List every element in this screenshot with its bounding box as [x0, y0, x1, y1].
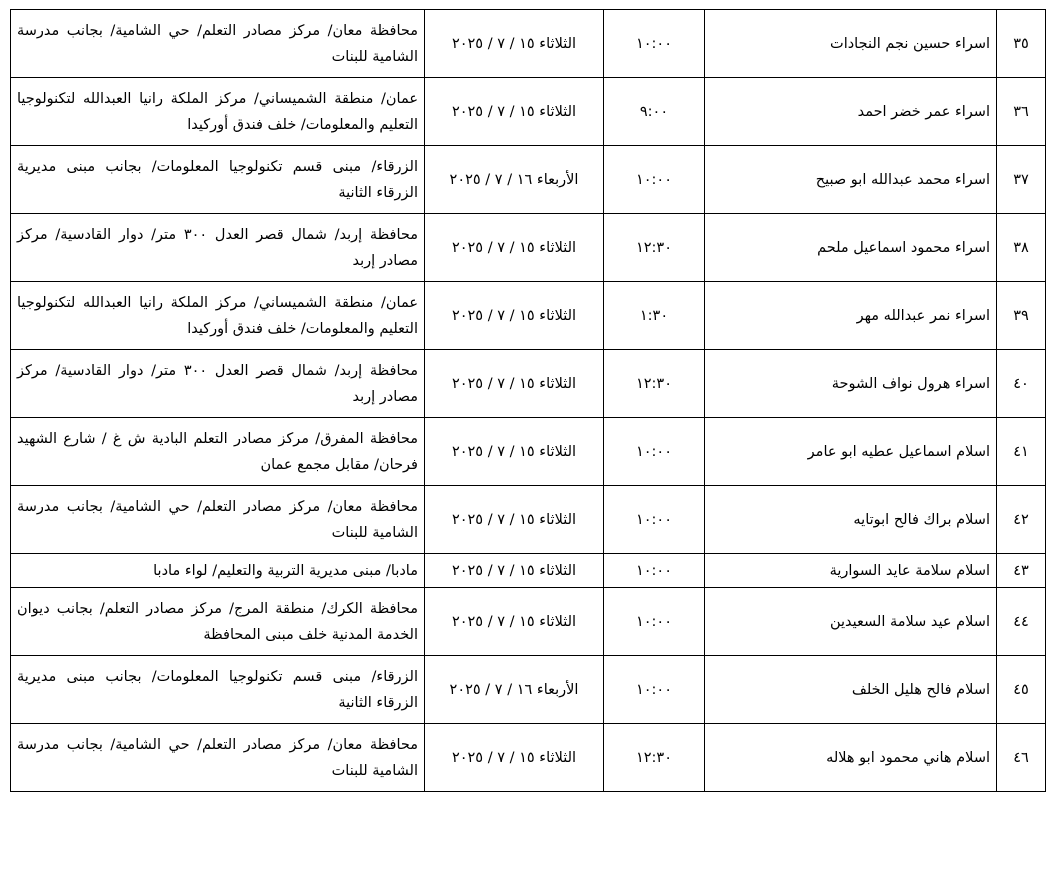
session-date: الثلاثاء ١٥ / ٧ / ٢٠٢٥ [425, 214, 604, 282]
table-row [11, 10, 1046, 78]
candidate-name: اسلام اسماعيل عطيه ابو عامر [705, 418, 997, 486]
session-date: الثلاثاء ١٥ / ٧ / ٢٠٢٥ [425, 282, 604, 350]
candidate-name: اسلام هاني محمود ابو هلاله [705, 724, 997, 792]
session-time: ١٠:٠٠ [604, 10, 705, 78]
session-location: الزرقاء/ مبنى قسم تكنولوجيا المعلومات/ بجانب مبنى مديرية الزرقاء الثانية [11, 146, 425, 214]
table-row [11, 418, 1046, 486]
session-time: ١٠:٠٠ [604, 486, 705, 554]
session-time: ١٠:٠٠ [604, 554, 705, 588]
session-date: الأربعاء ١٦ / ٧ / ٢٠٢٥ [425, 656, 604, 724]
row-number: ٤٢ [997, 486, 1046, 554]
session-date: الثلاثاء ١٥ / ٧ / ٢٠٢٥ [425, 588, 604, 656]
candidate-name: اسلام براك فالح ابوتايه [705, 486, 997, 554]
table-row [11, 724, 1046, 792]
row-number: ٣٧ [997, 146, 1046, 214]
candidate-name: اسلام عيد سلامة السعيدين [705, 588, 997, 656]
candidate-name: اسراء عمر خضر احمد [705, 78, 997, 146]
session-location: الزرقاء/ مبنى قسم تكنولوجيا المعلومات/ بجانب مبنى مديرية الزرقاء الثانية [11, 656, 425, 724]
session-date: الثلاثاء ١٥ / ٧ / ٢٠٢٥ [425, 724, 604, 792]
table-row [11, 554, 1046, 588]
row-number: ٣٩ [997, 282, 1046, 350]
session-time: ١٢:٣٠ [604, 350, 705, 418]
session-location: عمان/ منطقة الشميساني/ مركز الملكة رانيا العبدالله لتكنولوجيا التعليم والمعلومات/ خلف فندق أوركيدا [11, 78, 425, 146]
row-number: ٤١ [997, 418, 1046, 486]
session-date: الثلاثاء ١٥ / ٧ / ٢٠٢٥ [425, 350, 604, 418]
session-time: ١٠:٠٠ [604, 146, 705, 214]
row-number: ٤٠ [997, 350, 1046, 418]
session-time: ١٠:٠٠ [604, 656, 705, 724]
session-location: محافظة إربد/ شمال قصر العدل ٣٠٠ متر/ دوار القادسية/ مركز مصادر إربد [11, 214, 425, 282]
session-date: الثلاثاء ١٥ / ٧ / ٢٠٢٥ [425, 10, 604, 78]
session-location: محافظة معان/ مركز مصادر التعلم/ حي الشامية/ بجانب مدرسة الشامية للبنات [11, 10, 425, 78]
row-number: ٤٣ [997, 554, 1046, 588]
table-row [11, 588, 1046, 656]
session-location: عمان/ منطقة الشميساني/ مركز الملكة رانيا العبدالله لتكنولوجيا التعليم والمعلومات/ خلف فندق أوركيدا [11, 282, 425, 350]
session-date: الأربعاء ١٦ / ٧ / ٢٠٢٥ [425, 146, 604, 214]
session-date: الثلاثاء ١٥ / ٧ / ٢٠٢٥ [425, 486, 604, 554]
table-row [11, 146, 1046, 214]
table-row [11, 214, 1046, 282]
session-date: الثلاثاء ١٥ / ٧ / ٢٠٢٥ [425, 78, 604, 146]
session-time: ١٠:٠٠ [604, 418, 705, 486]
session-location: محافظة إربد/ شمال قصر العدل ٣٠٠ متر/ دوار القادسية/ مركز مصادر إربد [11, 350, 425, 418]
session-location: محافظة المفرق/ مركز مصادر التعلم البادية ش غ / شارع الشهيد فرحان/ مقابل مجمع عمان [11, 418, 425, 486]
table-row [11, 78, 1046, 146]
session-location: مادبا/ مبنى مديرية التربية والتعليم/ لواء مادبا [11, 554, 425, 588]
row-number: ٤٤ [997, 588, 1046, 656]
candidate-name: اسلام فالح هليل الخلف [705, 656, 997, 724]
row-number: ٣٦ [997, 78, 1046, 146]
session-date: الثلاثاء ١٥ / ٧ / ٢٠٢٥ [425, 418, 604, 486]
candidate-name: اسراء محمود اسماعيل ملحم [705, 214, 997, 282]
session-time: ١٠:٠٠ [604, 588, 705, 656]
candidate-name: اسراء حسين نجم النجادات [705, 10, 997, 78]
table-row [11, 282, 1046, 350]
candidate-name: اسراء نمر عبدالله مهر [705, 282, 997, 350]
row-number: ٤٦ [997, 724, 1046, 792]
session-location: محافظة معان/ مركز مصادر التعلم/ حي الشامية/ بجانب مدرسة الشامية للبنات [11, 486, 425, 554]
session-location: محافظة معان/ مركز مصادر التعلم/ حي الشامية/ بجانب مدرسة الشامية للبنات [11, 724, 425, 792]
row-number: ٣٨ [997, 214, 1046, 282]
table-row [11, 486, 1046, 554]
session-date: الثلاثاء ١٥ / ٧ / ٢٠٢٥ [425, 554, 604, 588]
table-row [11, 350, 1046, 418]
row-number: ٣٥ [997, 10, 1046, 78]
session-time: ٩:٠٠ [604, 78, 705, 146]
schedule-table [10, 9, 1046, 792]
session-time: ١٢:٣٠ [604, 214, 705, 282]
table-row [11, 656, 1046, 724]
session-location: محافظة الكرك/ منطقة المرج/ مركز مصادر التعلم/ بجانب ديوان الخدمة المدنية خلف مبنى المحافظة [11, 588, 425, 656]
row-number: ٤٥ [997, 656, 1046, 724]
session-time: ١:٣٠ [604, 282, 705, 350]
candidate-name: اسلام سلامة عايد السوارية [705, 554, 997, 588]
session-time: ١٢:٣٠ [604, 724, 705, 792]
candidate-name: اسراء هرول نواف الشوحة [705, 350, 997, 418]
candidate-name: اسراء محمد عبدالله ابو صبيح [705, 146, 997, 214]
